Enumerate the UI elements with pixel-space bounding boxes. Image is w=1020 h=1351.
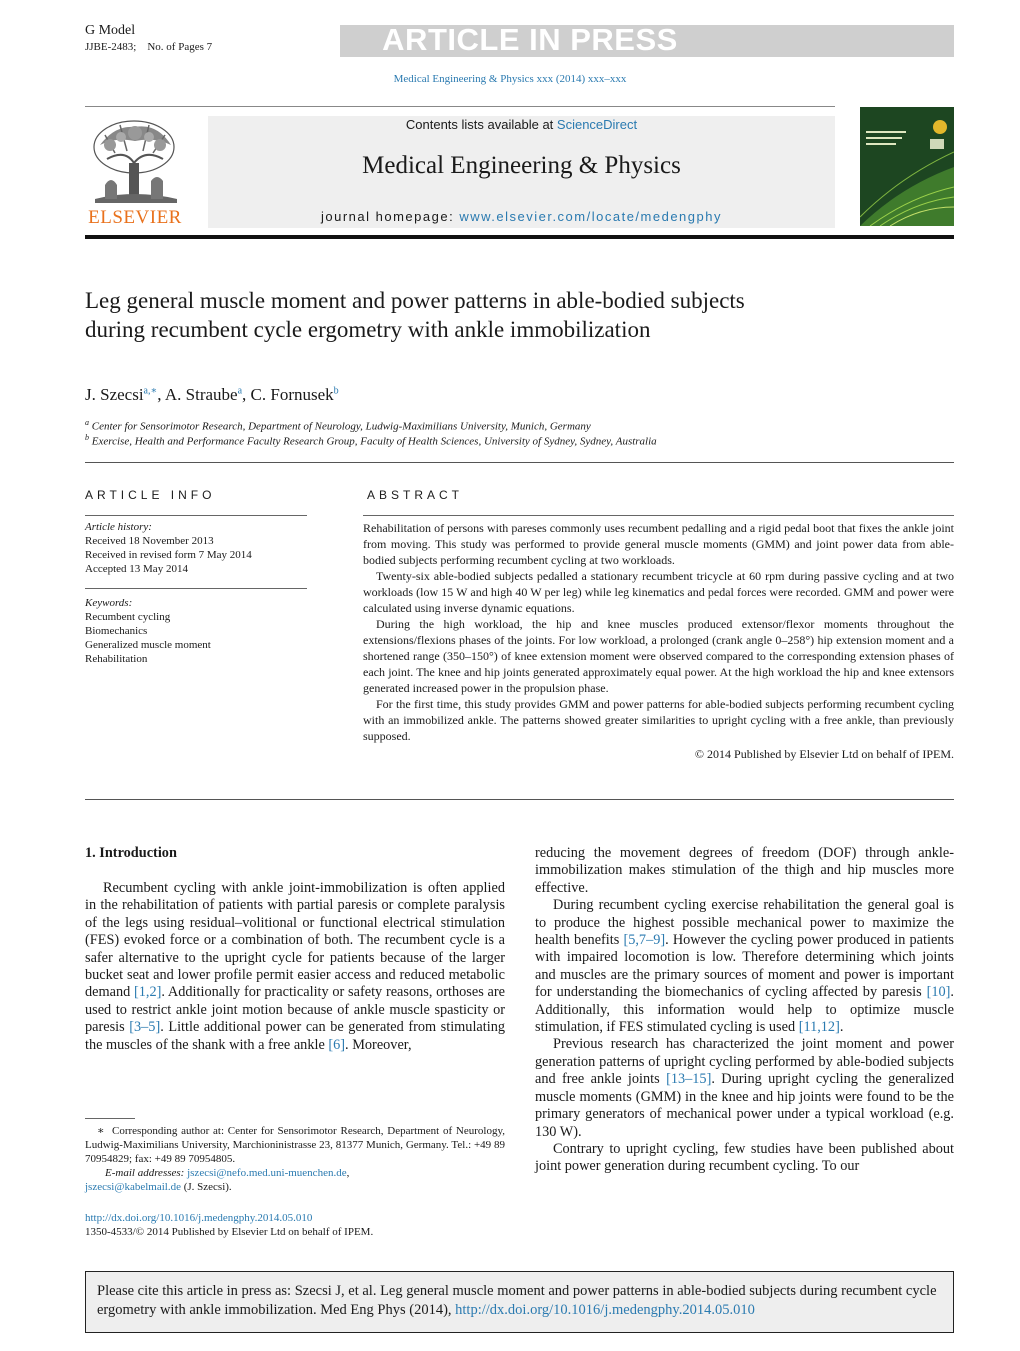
keyword: Rehabilitation [85,653,148,665]
footnote [85,1124,505,1194]
body-text: Recumbent cycling with ankle joint-immobilization is often applied in the rehabilitation of patients with partial paresis or complete paralysis of the legs using residual–volitional or functional electrical stimulation (FES) evoked force or a combination of both. The recumbent cycle is a safer alternative to the upright cycle for patients because of the larger bucket seat and lower profile permit easier access and reduced metabolic demand [85,880,505,1001]
homepage-link[interactable]: www.elsevier.com/locate/medengphy [459,209,722,224]
affiliation-mark: a [85,418,89,427]
body-paragraph [535,897,954,1036]
author-affiliation-mark[interactable]: a [237,385,243,397]
email-link[interactable]: jszecsi@nefo.med.uni-muenchen.de [187,1167,347,1179]
body-text: reducing the movement degrees of freedom (DOF) through ankle-immobilization makes stimulation of the thigh and hip muscles more effective. [535,845,954,896]
abstract-paragraph: For the first time, this study provides GMM and power patterns for able-bodied subjects performing recumbent cycling with an immobilized ankle. The patterns showed greater similarities to upright cycling with a free ankle, than previously supposed. [363,697,954,743]
affiliation-text: Center for Sensorimotor Research, Department of Neurology, Ludwig-Maximilians University, Munich, Germany [91,420,591,433]
keyword: Generalized muscle moment [85,639,211,651]
abstract-paragraph: During the high workload, the hip and knee muscles produced extensor/flexor moments throughout the extensions/flexions phases of the joints. For low workload, a prolonged (crank angle 0–258°) hip extension moment and a shortened range (350–150°) of knee extension moment were observed compared to the corresponding extension phases of each joint. The knee and hip joints generated approximately equal power. At the high workload the hip and knee extensors generated increased power in the propulsion phase. [363,617,954,695]
abstract-body [363,520,954,762]
section-divider [85,462,954,463]
affiliation-mark: b [85,433,89,442]
reference-link[interactable]: [5,7–9] [623,932,666,949]
author-separator: , [157,385,165,404]
keyword: Recumbent cycling [85,611,171,623]
history-item: Received 18 November 2013 [85,535,214,547]
author-list [85,385,339,405]
author-name[interactable]: C. Fornusek [250,385,334,404]
body-text: . Additionally, this information would help to optimize muscle stimulation, if FES stimulated cycling is used [535,984,954,1036]
doi-link[interactable]: http://dx.doi.org/10.1016/j.medengphy.2014.05.010 [85,1212,313,1224]
body-text: Previous research has characterized the joint moment and power generation patterns of upright cycling performed by able-bodied subjects and free ankle joints [535,1036,954,1088]
body-text: . [839,1019,844,1036]
issn-line: 1350-4533/© 2014 Published by Elsevier Ltd on behalf of IPEM. [85,1226,374,1238]
abstract-paragraph: Rehabilitation of persons with pareses commonly uses recumbent pedalling and a rigid pedal boot that fixes the ankle joint from moving. This study was performed to provide general muscle moments (GMM) and joint power data from able-bodied subjects performing recumbent cycling at two workloads. [363,521,954,567]
reference-link[interactable]: [6] [328,1036,346,1053]
article-in-press-label: ARTICLE IN PRESS [382,22,678,57]
author-separator: , [242,385,251,404]
history-item: Received in revised form 7 May 2014 [85,549,252,561]
keywords-label: Keywords: [85,597,133,609]
footnote-mark: ∗ [97,1125,105,1137]
journal-homepage [208,209,835,224]
reference-link[interactable]: [3–5] [129,1019,161,1036]
abstract-copyright: © 2014 Published by Elsevier Ltd on behalf of IPEM. [694,747,954,761]
journal-cover-image-icon [860,107,954,226]
article-info-heading: ARTICLE INFO [85,488,216,502]
citation-doi-link[interactable]: http://dx.doi.org/10.1016/j.medengphy.2014.05.010 [455,1302,755,1318]
elsevier-wordmark: ELSEVIER [88,207,182,228]
body-text: During recumbent cycling exercise rehabilitation the general goal is to produce the highest possible mechanical power to maximize the health benefits [535,897,954,949]
email-label: E-mail addresses: [105,1167,188,1179]
author-name[interactable]: J. Szecsi [85,385,144,404]
body-text: . However the cycling power produced in patients with impaired locomotion is low. Therefore determining which joints and muscles are the primary sources of moment and power is important for understanding the biomechanics of cycling affected by paresis [535,932,954,1001]
history-label: Article history: [85,521,152,533]
citation-text [97,1282,947,1320]
article-code: JJBE-2483; [85,41,137,53]
page-count: No. of Pages 7 [147,41,213,53]
reference-link[interactable]: [11,12] [798,1019,840,1036]
corresponding-author: Corresponding author at: Center for Sensorimotor Research, Department of Neurology, Ludwig-Maximilians University, Marchioninistrasse 23, 81377 Munich, Germany. Tel.: +49 89 70954829; fax: +49 89 70954805. [85,1125,505,1165]
reference-link[interactable]: [13–15] [666,1071,712,1088]
history-item: Accepted 13 May 2014 [85,563,188,575]
article-info-rule [85,515,307,516]
email-separator: , [346,1167,350,1179]
body-text: Contrary to upright cycling, few studies have been published about joint power generation during recumbent cycling. To our [535,1140,954,1175]
journal-citation-line[interactable]: Medical Engineering & Physics xxx (2014) xxx–xxx [393,73,627,85]
body-paragraph [535,1036,954,1140]
author-affiliation-mark[interactable]: b [333,385,339,397]
email-suffix: (J. Szecsi). [180,1181,232,1193]
author-affiliation-mark[interactable]: a,∗ [143,385,158,397]
body-paragraph [85,880,505,1054]
citation-body: Please cite this article in press as: Szecsi J, et al. Leg general muscle moment and power patterns in able-bodied subjects during recumbent cycle ergometry with ankle immobilization. Med Eng Phys (2014), [97,1283,937,1318]
abstract-heading: ABSTRACT [367,488,464,502]
reference-link[interactable]: [10] [926,984,951,1001]
article-history [85,520,307,576]
journal-name: Medical Engineering & Physics [362,152,681,179]
homepage-prefix: journal homepage: [321,209,460,224]
email-link[interactable]: jszecsi@kabelmail.de [85,1181,181,1193]
section-heading-introduction: 1. Introduction [85,845,177,861]
keywords-list [85,596,307,666]
body-paragraph [535,1141,954,1176]
intro-right-column [535,845,954,1176]
contents-prefix: Contents lists available at [405,117,557,132]
gmodel-label: G Model [85,23,136,38]
sciencedirect-link[interactable]: ScienceDirect [556,117,638,132]
header-thick-rule [85,235,954,239]
body-text: . Little additional power can be generated from stimulating the muscles of the shank with a free ankle [85,1019,505,1053]
keyword: Biomechanics [85,625,148,637]
keywords-rule [85,588,307,589]
article-title: Leg general muscle moment and power patterns in able-bodied subjects during recumbent cycle ergometry with ankle immobilization [85,288,745,342]
intro-left-column [85,880,505,1054]
section-divider [85,799,954,800]
contents-line [208,117,835,132]
body-text: . Moreover, [345,1036,412,1053]
body-text: . Additionally for practicality or safety reasons, orthoses are used to restrict ankle joint motion because of ankle muscle spasticity or paresis [85,984,505,1036]
affiliation-b [85,433,657,448]
abstract-rule [363,515,954,516]
affiliation-a [85,418,591,433]
reference-link[interactable]: [1,2] [134,984,162,1001]
body-paragraph [535,845,954,897]
author-name[interactable]: A. Straube [164,385,238,404]
running-header [85,22,212,56]
header-divider [85,106,835,107]
affiliation-text: Exercise, Health and Performance Faculty Research Group, Faculty of Health Sciences, University of Sydney, Sydney, Australia [91,435,657,448]
abstract-paragraph: Twenty-six able-bodied subjects pedalled a stationary recumbent tricycle at 60 rpm during passive cycling and at two workloads (low 15 W and high 40 W per leg) while leg kinematics and pedal forces were recorded. GMM and power were calculated using inverse dynamic equations. [363,569,954,615]
body-text: . During upright cycling the generalized muscle moments (GMM) in the knee and hip joints were found to be the primary generators of mechanical power under a typical workload (e.g. 130 W). [535,1071,954,1140]
footnote-rule [85,1118,135,1119]
